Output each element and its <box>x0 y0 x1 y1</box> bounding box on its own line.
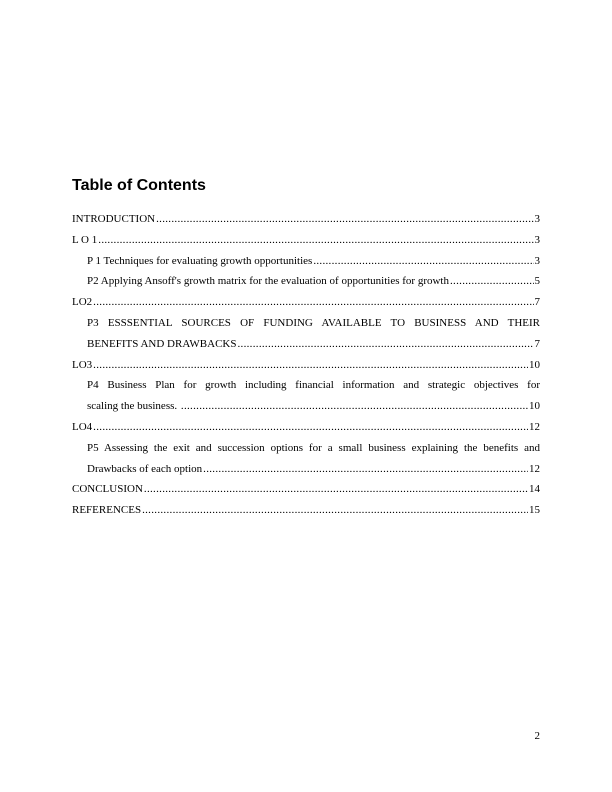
toc-entry-label: LO3 <box>72 358 93 371</box>
toc-entry-label-line2: Drawbacks of each option <box>87 462 203 475</box>
toc-entry-page: 7 <box>534 296 540 309</box>
table-of-contents <box>72 209 540 521</box>
dot-leader <box>203 459 528 480</box>
dot-leader <box>181 396 528 417</box>
toc-entry-page: 3 <box>534 233 540 246</box>
toc-entry-label: LO2 <box>72 296 93 309</box>
toc-entry-p3[interactable] <box>72 313 540 355</box>
toc-entry-references[interactable] <box>72 500 540 521</box>
toc-entry-label: INTRODUCTION <box>72 213 156 225</box>
toc-entry-line2 <box>72 396 540 417</box>
dot-leader <box>93 417 528 438</box>
toc-entry-lo2[interactable] <box>72 292 540 313</box>
toc-entry-lo1[interactable] <box>72 230 540 251</box>
dot-leader <box>93 292 533 313</box>
toc-entry-page: 3 <box>534 213 540 225</box>
dot-leader <box>156 209 533 230</box>
toc-entry-p2[interactable] <box>72 271 540 292</box>
dot-leader <box>93 355 528 376</box>
toc-entry-line2 <box>72 334 540 355</box>
toc-entry-line2 <box>72 459 540 480</box>
toc-entry-label-line2: scaling the business. <box>87 400 180 413</box>
toc-entry-lo4[interactable] <box>72 417 540 438</box>
toc-entry-page: 12 <box>529 462 540 475</box>
toc-entry-page: 5 <box>534 275 540 288</box>
toc-entry-label-line2: BENEFITS AND DRAWBACKS <box>87 337 237 350</box>
dot-leader <box>98 230 533 251</box>
toc-entry-page: 7 <box>534 337 540 350</box>
toc-entry-p1[interactable] <box>72 251 540 272</box>
toc-entry-page: 15 <box>529 504 540 517</box>
toc-entry-label-line1: P3 ESSSENTIAL SOURCES OF FUNDING AVAILABLE TO BUSINESS AND THEIR <box>87 316 540 329</box>
toc-entry-p4[interactable] <box>72 375 540 417</box>
toc-entry-label: LO4 <box>72 420 93 433</box>
toc-entry-page: 14 <box>529 483 540 496</box>
toc-entry-page: 3 <box>534 254 540 267</box>
toc-entry-label: CONCLUSION <box>72 483 143 496</box>
toc-title: Table of Contents <box>72 177 206 194</box>
toc-entry-page: 12 <box>529 420 540 433</box>
dot-leader <box>313 251 533 272</box>
toc-entry-page: 10 <box>529 400 540 413</box>
page-number: 2 <box>534 730 540 742</box>
dot-leader <box>237 334 533 355</box>
toc-entry-conclusion[interactable] <box>72 479 540 500</box>
toc-entry-lo3[interactable] <box>72 355 540 376</box>
toc-entry-label-line1: P5 Assessing the exit and succession options for a small business explaining the benefits and <box>87 441 540 454</box>
toc-entry-label: L O 1 <box>72 233 98 246</box>
dot-leader <box>144 479 528 500</box>
toc-entry-introduction[interactable] <box>72 209 540 230</box>
toc-entry-label-line1: P4 Business Plan for growth including financial information and strategic objectives for <box>87 379 540 392</box>
dot-leader <box>142 500 528 521</box>
toc-entry-label: REFERENCES <box>72 504 142 517</box>
toc-entry-label: P2 Applying Ansoff's growth matrix for the evaluation of opportunities for growth <box>87 275 449 288</box>
toc-entry-page: 10 <box>529 358 540 371</box>
dot-leader <box>450 271 534 292</box>
toc-entry-label: P 1 Techniques for evaluating growth opportunities <box>87 254 313 267</box>
toc-entry-p5[interactable] <box>72 438 540 480</box>
